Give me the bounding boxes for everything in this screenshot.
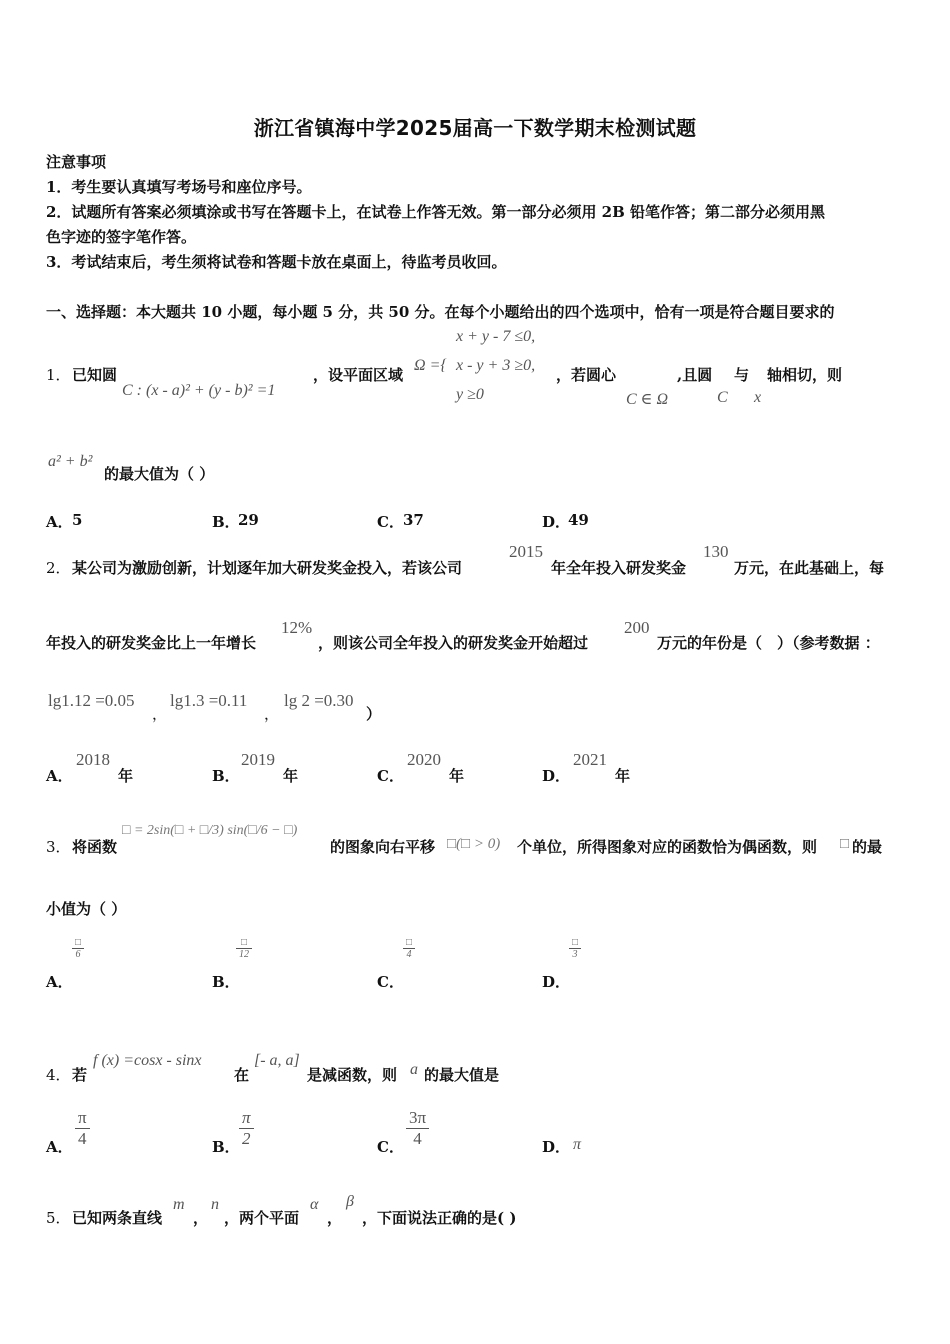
q2-text: 某公司为激励创新，计划逐年加大研发奖金投入，若该公司	[72, 559, 463, 577]
option-fraction: $\frac{3\pi}{4}$	[406, 1108, 429, 1149]
q1-system-line: x - y + 3 ≥0,	[456, 357, 536, 374]
q1-var-c: C	[717, 389, 728, 406]
q4-text: 在	[234, 1066, 250, 1084]
option-label: C．	[377, 1138, 404, 1156]
q3-text: 小值为（ ）	[46, 900, 127, 918]
q2-text: 年投入的研发奖金比上一年增长	[46, 634, 257, 652]
option-value: 29	[238, 511, 259, 529]
q4-text: 的最大值是	[424, 1066, 500, 1084]
option-value: 2021	[573, 750, 607, 769]
option-value: 49	[568, 511, 589, 529]
option-value: 2019	[241, 750, 275, 769]
q1-circle-eq: C : (x - a)² + (y - b)² =1	[122, 382, 276, 399]
q2-reference: lg 2 =0.30	[284, 691, 354, 710]
q2-separator: ，	[152, 705, 168, 723]
q5-var-m: m	[173, 1196, 185, 1213]
q3-shift: □(□ > 0)	[447, 836, 501, 852]
option-label: B．	[212, 767, 240, 785]
option-fraction: □ 12	[236, 937, 252, 960]
option-fraction: □ 6	[72, 937, 84, 960]
notice-item: 3．考试结束后，考生须将试卷和答题卡放在桌面上，待监考员收回。	[46, 253, 507, 271]
q1-omega: Ω ={	[414, 357, 447, 374]
q1-text: ，若圆心	[556, 366, 617, 384]
option-label: C．	[377, 767, 404, 785]
notice-heading: 注意事项	[46, 153, 107, 171]
option-label: D．	[542, 767, 571, 785]
q5-text: ，两个平面	[224, 1209, 300, 1227]
q4-var-a: a	[410, 1061, 418, 1078]
q2-text: ）	[366, 705, 382, 723]
q4-text: 若	[72, 1066, 88, 1084]
option-label: B．	[212, 1138, 240, 1156]
q3-text: 的最	[852, 838, 883, 856]
option-value: 37	[403, 511, 424, 529]
option-label: B．	[212, 973, 240, 991]
q4-interval: [- a, a]	[254, 1052, 300, 1069]
q5-separator: ，	[193, 1209, 209, 1227]
q2-reference: lg1.12 =0.05	[48, 691, 135, 710]
q3-box: □	[840, 836, 850, 852]
notice-item: 色字迹的签字笔作答。	[46, 228, 197, 246]
q1-text: 的最大值为（ ）	[104, 465, 215, 483]
option-label: A．	[46, 1138, 73, 1156]
q4-function: f (x) =cosx - sinx	[93, 1052, 202, 1069]
question-number: 1．	[46, 366, 71, 384]
option-label: C．	[377, 973, 404, 991]
option-fraction: $\frac{\pi}{4}$	[75, 1108, 90, 1149]
option-label: D．	[542, 513, 571, 531]
notice-item: 2．试题所有答案必须填涂或书写在答题卡上，在试卷上作答无效。第一部分必须用 2B 铅笔作答；第二部分必须用黑	[46, 203, 826, 221]
q5-var-beta: β	[346, 1193, 354, 1210]
q3-text: 将函数	[72, 838, 118, 856]
q2-reference: lg1.3 =0.11	[170, 691, 248, 710]
q5-var-n: n	[211, 1196, 219, 1213]
option-unit: 年	[118, 767, 134, 785]
q2-target: 200	[624, 618, 650, 637]
option-value: 5	[72, 511, 83, 529]
q1-text: ,且圆	[677, 366, 713, 384]
q3-function: □ = 2sin(□ + □/3) sin(□/6 − □)	[122, 823, 298, 838]
option-value: 2018	[76, 750, 110, 769]
question-number: 5．	[46, 1209, 71, 1227]
option-unit: 年	[449, 767, 465, 785]
option-value: π	[573, 1136, 582, 1153]
q3-text: 个单位，所得图象对应的函数恰为偶函数，则	[517, 838, 818, 856]
q2-separator: ，	[264, 705, 280, 723]
q4-text: 是减函数，则	[307, 1066, 398, 1084]
q2-amount: 130	[703, 542, 729, 561]
option-label: A．	[46, 973, 73, 991]
q1-text: 轴相切，则	[767, 366, 843, 384]
q5-text: ，下面说法正确的是( )	[362, 1209, 517, 1227]
option-label: A．	[46, 767, 73, 785]
option-label: C．	[377, 513, 404, 531]
q1-var-x: x	[754, 389, 762, 406]
option-label: D．	[542, 1138, 571, 1156]
q1-system-line: x + y - 7 ≤0,	[456, 328, 536, 345]
page-title: 浙江省镇海中学2025届高一下数学期末检测试题	[253, 116, 697, 140]
q5-text: 已知两条直线	[72, 1209, 163, 1227]
option-fraction: $\frac{\pi}{2}$	[239, 1108, 254, 1149]
q2-text: ，则该公司全年投入的研发奖金开始超过	[318, 634, 589, 652]
option-fraction: □ 3	[569, 937, 581, 960]
q5-separator: ，	[327, 1209, 343, 1227]
q2-rate: 12%	[281, 618, 313, 637]
question-number: 3．	[46, 838, 71, 856]
q2-year: 2015	[509, 542, 543, 561]
q2-text: 万元的年份是（ ）（参考数据 ：	[657, 634, 880, 652]
notice-item: 1．考生要认真填写考场号和座位序号。	[46, 178, 312, 196]
option-unit: 年	[283, 767, 299, 785]
option-fraction: □ 4	[403, 937, 415, 960]
option-unit: 年	[615, 767, 631, 785]
q5-var-alpha: α	[310, 1196, 319, 1213]
q1-c-in-omega: C ∈ Ω	[626, 391, 669, 408]
q2-text: 万元，在此基础上，每	[734, 559, 885, 577]
option-value: 2020	[407, 750, 441, 769]
q2-text: 年全年投入研发奖金	[551, 559, 687, 577]
option-label: A．	[46, 513, 73, 531]
q1-text: 已知圆	[72, 366, 118, 384]
option-label: D．	[542, 973, 571, 991]
option-label: B．	[212, 513, 240, 531]
q1-text: 与	[734, 366, 750, 384]
q1-expr: a² + b²	[48, 453, 93, 470]
question-number: 2．	[46, 559, 71, 577]
section-heading: 一、选择题：本大题共 10 小题，每小题 5 分，共 50 分。在每个小题给出的四个选项中，恰有一项是符合题目要求的	[46, 303, 835, 321]
q1-system-line: y ≥0	[456, 386, 484, 403]
question-number: 4．	[46, 1066, 71, 1084]
q3-text: 的图象向右平移	[330, 838, 436, 856]
q1-text: ，设平面区域	[313, 366, 404, 384]
